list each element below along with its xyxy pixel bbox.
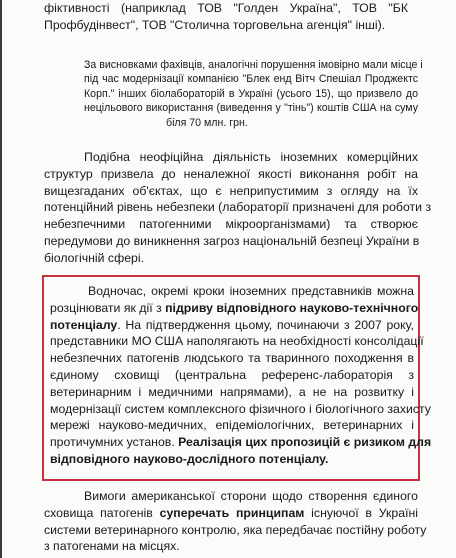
bold-text: підриву відповідного науково-технічного [165, 300, 419, 315]
text-line: ветеринарним і медичними напрямами), а не на розвитку і [50, 384, 414, 399]
text-line: небезпечними патогенними мікроорганізмами) та створює [44, 217, 418, 232]
bold-text: суперечать принципам [159, 505, 305, 520]
text-line: під час модернізації компанією "Блек енд Вітч Спешіал Проджектс [84, 73, 418, 86]
text-line [50, 451, 414, 468]
text-line: представники МО США наполягають на необхідності консолідації [50, 334, 424, 349]
text-run: протичумних установ. [50, 435, 179, 450]
text-line [50, 300, 419, 317]
text-line: з патогенами на місцях. [44, 539, 180, 554]
highlighted-paragraph [50, 283, 432, 468]
text-line: модернізації систем комплексного фізичного і біологічного захисту [50, 401, 431, 416]
bold-text: відповідного науково-дослідного потенціалу. [50, 451, 329, 466]
text-line [44, 505, 418, 522]
text-line: За висновками фахівців, аналогічні порушення імовірно мали місце і [84, 59, 423, 71]
bold-text: потенціалу [50, 317, 118, 332]
text-line: небезпечних патогенів людського та тваринного походження в [50, 351, 414, 366]
bold-text: Реалізація цих пропозицій є ризиком для [178, 435, 432, 450]
text-line: нецільового використання (виведення у "тінь") коштів США на суму [84, 102, 418, 115]
text-line: єдиному сховищі (центральна референс-лабораторія з [50, 367, 414, 382]
text-line: системи ветеринарного контролю, яка передбачає постійну роботу [44, 522, 427, 537]
text-run: існуючої в Україні [304, 505, 419, 520]
text-line: біля 70 млн. грн. [166, 116, 248, 129]
text-line: потенційний рівень небезпеки (лабораторії призначені для роботи з [44, 200, 432, 215]
intro-paragraph [44, 0, 408, 34]
text-line: структур призвела до неналежної якості виконання робіт на [44, 166, 418, 181]
text-run: розцінювати як дії з [50, 300, 166, 315]
text-line [50, 317, 414, 334]
text-line: Корп." інших біолабораторій в Україні (усього 15), що призвело до [84, 87, 418, 100]
text-line: Подібна неофіційна діяльність іноземних комерційних [84, 150, 418, 164]
footnote-paragraph [84, 58, 423, 130]
text-run: сховища патогенів [44, 505, 160, 520]
text-line: вищезгаданих об'єктах, що є неприпустимим з огляду на їх [44, 183, 418, 198]
text-line: Водночас, окремі кроки іноземних представників можна [88, 284, 414, 298]
text-line: фіктивності (наприклад ТОВ "Голден Україна", ТОВ "БК [44, 1, 408, 15]
text-line: біологічній сфері. [44, 250, 145, 265]
text-line [50, 434, 432, 451]
text-run: . На підтвердження цьому, починаючи з 2007 року, [117, 317, 414, 332]
text-line: передумови до виникнення загроз національній безпеці України в [44, 233, 420, 248]
text-line: Вимоги американської сторони щодо створення єдиного [84, 489, 418, 503]
text-line: мережі науково-медичних, епідеміологічних, ветеринарних і [50, 418, 414, 433]
body-paragraph-4 [44, 488, 427, 555]
body-paragraph-2 [44, 149, 432, 267]
text-line: Профбудінвест", ТОВ "Столична торговельна агенція" інші). [44, 17, 386, 32]
